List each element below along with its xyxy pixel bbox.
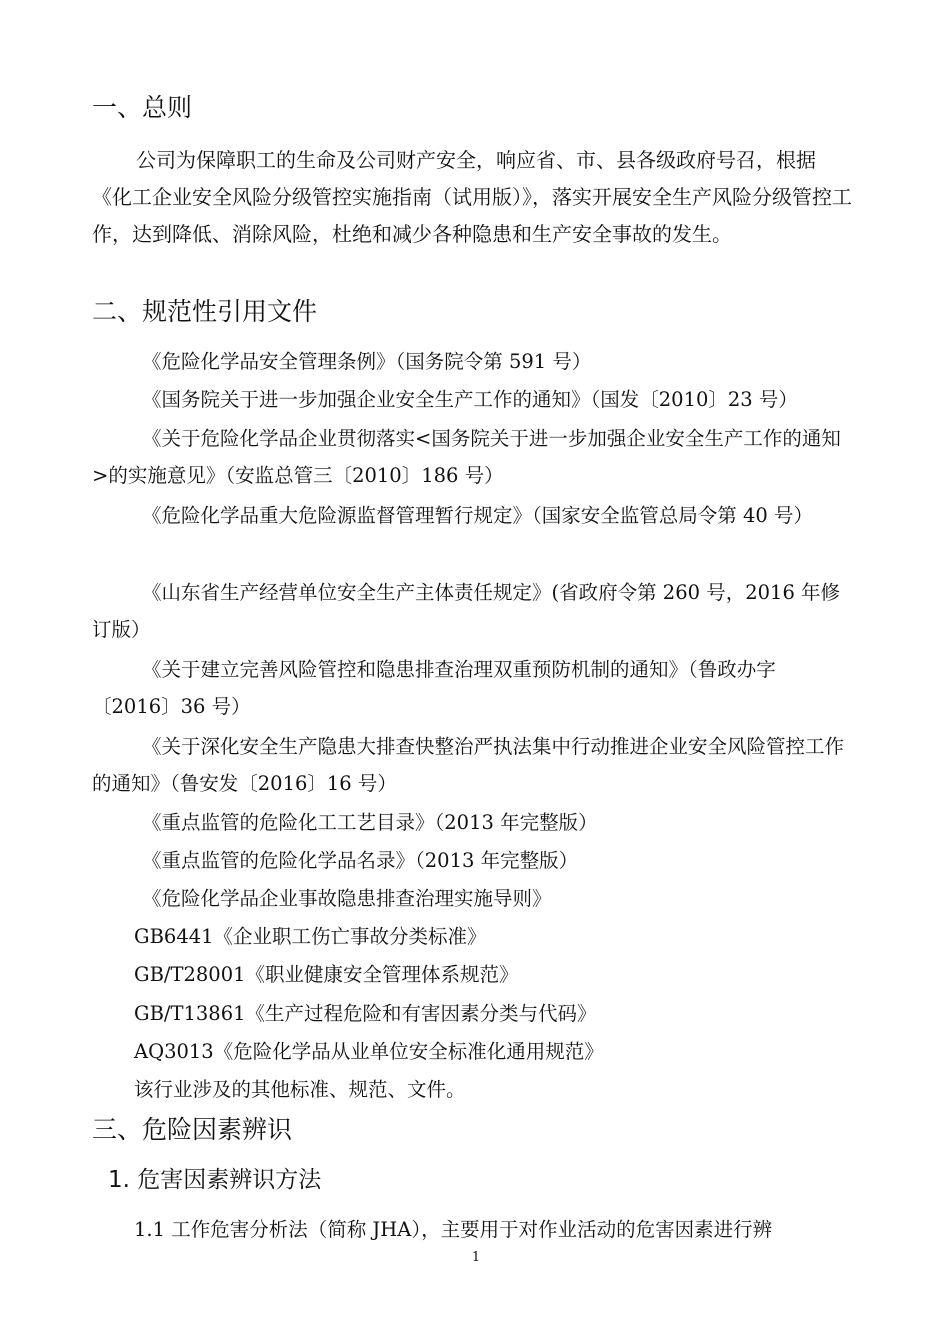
reference-item: 《关于建立完善风险管控和隐患排查治理双重预防机制的通知》（鲁政办字〔2016〕36 号）: [92, 658, 776, 718]
reference-item: 《危险化学品重大危险源监督管理暂行规定》（国家安全监管总局令第 40 号）: [142, 504, 813, 527]
section-heading-general: 一、总则: [92, 93, 193, 122]
reference-item: 《关于危险化学品企业贯彻落实<国务院关于进一步加强企业安全生产工作的通知>的实施意见》（安监总管三〔2010〕186 号）: [92, 427, 841, 487]
reference-item: 该行业涉及的其他标准、规范、文件。: [134, 1078, 466, 1101]
section-heading-hazard-identification: 三、危险因素辨识: [92, 1115, 293, 1144]
reference-item: GB/T28001《职业健康安全管理体系规范》: [134, 963, 519, 986]
reference-item: AQ3013《危险化学品从业单位安全标准化通用规范》: [134, 1040, 604, 1063]
intro-paragraph: 公司为保障职工的生命及公司财产安全，响应省、市、县各级政府号召，根据《化工企业安全风险分级管控实施指南（试用版）》，落实开展安全生产风险分级管控工作，达到降低、消除风险，杜绝和减少各种隐患和生产安全事故的发生。: [92, 148, 852, 246]
reference-item: 《危险化学品安全管理条例》（国务院令第 591 号）: [142, 350, 592, 373]
reference-item: 《重点监管的危险化学品名录》（2013 年完整版）: [142, 849, 579, 872]
section-heading-references: 二、规范性引用文件: [92, 297, 318, 326]
subsection-heading-methods: 1. 危害因素辨识方法: [108, 1167, 322, 1193]
reference-item: GB/T13861《生产过程危险和有害因素分类与代码》: [134, 1002, 597, 1025]
reference-item: 《重点监管的危险化工工艺目录》（2013 年完整版）: [142, 811, 598, 834]
reference-item: 《山东省生产经营单位安全生产主体责任规定》(省政府令第 260 号，2016 年修订版）: [92, 581, 841, 641]
reference-item: GB6441《企业职工伤亡事故分类标准》: [134, 925, 487, 948]
reference-item: 《危险化学品企业事故隐患排查治理实施导则》: [142, 887, 552, 910]
page-number: 1: [471, 1250, 481, 1265]
subsection-paragraph-jha: 1.1 工作危害分析法（简称 JHA），主要用于对作业活动的危害因素进行辨: [134, 1218, 773, 1241]
reference-item: 《国务院关于进一步加强企业安全生产工作的通知》（国发〔2010〕23 号）: [142, 388, 798, 411]
reference-item: 《关于深化安全生产隐患大排查快整治严执法集中行动推进企业安全风险管控工作的通知》（鲁安发〔2016〕16 号）: [92, 735, 845, 795]
